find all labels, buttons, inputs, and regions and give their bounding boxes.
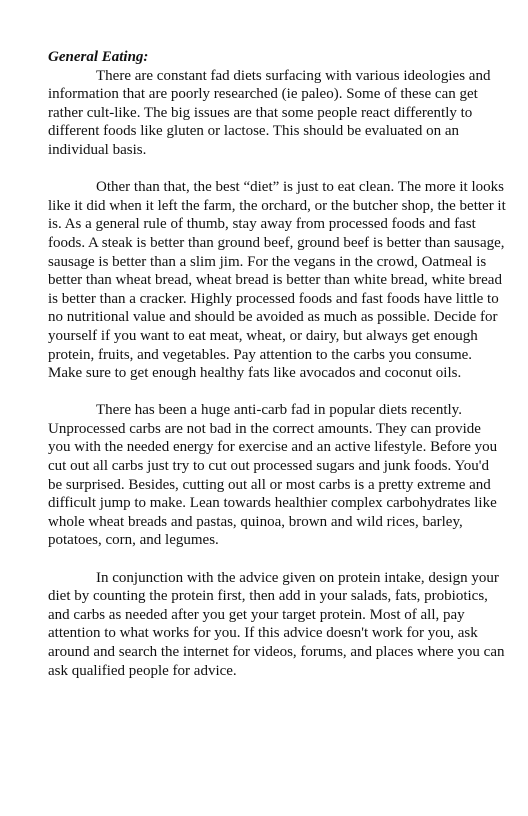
paragraph-protein-first: In conjunction with the advice given on protein intake, design your diet by counting the protein first, then add in your salads, fats, probiotics, and carbs as needed after you get your target protein. Most of all, pay attention to what works for you. If this advice doesn't work for you, ask around and search the internet for videos, forums, and places where you can ask qualified people for advice. bbox=[48, 569, 505, 679]
document-page bbox=[48, 48, 506, 699]
paragraph-carbs: There has been a huge anti-carb fad in popular diets recently. Unprocessed carbs are not bad in the correct amounts. They can provide you with the needed energy for exercise and an active lifestyle. Before you cut out all carbs just try to cut out processed sugars and junk foods. You'd be surprised. Besides, cutting out all or most carbs is a pretty extreme and difficult jump to make. Lean towards healthier complex carbohydrates like whole wheat breads and pastas, quinoa, brown and wild rices, barley, potatoes, corn, and legumes. bbox=[48, 402, 498, 549]
paragraph-fad-diets: There are constant fad diets surfacing with various ideologies and information that are poorly researched (ie paleo). Some of these can get rather cult-like. The big issues are that some people react differently to different foods like gluten or lactose. This should be evaluated on an individual basis. bbox=[48, 67, 491, 158]
section-heading: General Eating: bbox=[48, 49, 149, 65]
paragraph-eat-clean: Other than that, the best “diet” is just to eat clean. The more it looks like it did when it left the farm, the orchard, or the butcher shop, the better it is. As a general rule of thumb, stay away from processed foods and fast foods. A steak is better than ground beef, ground beef is better than sausage, sausage is better than a slim jim. For the vegans in the crowd, Oatmeal is better than wheat bread, wheat bread is better than white bread, white bread is better than a cracker. Highly processed foods and fast foods have little to no nutritional value and should be avoided as much as possible. Decide for yourself if you want to eat meat, wheat, or dairy, but always get enough protein, fruits, and vegetables. Pay attention to the carbs you consume. Make sure to get enough healthy fats like avocados and coconut oils. bbox=[48, 179, 506, 382]
